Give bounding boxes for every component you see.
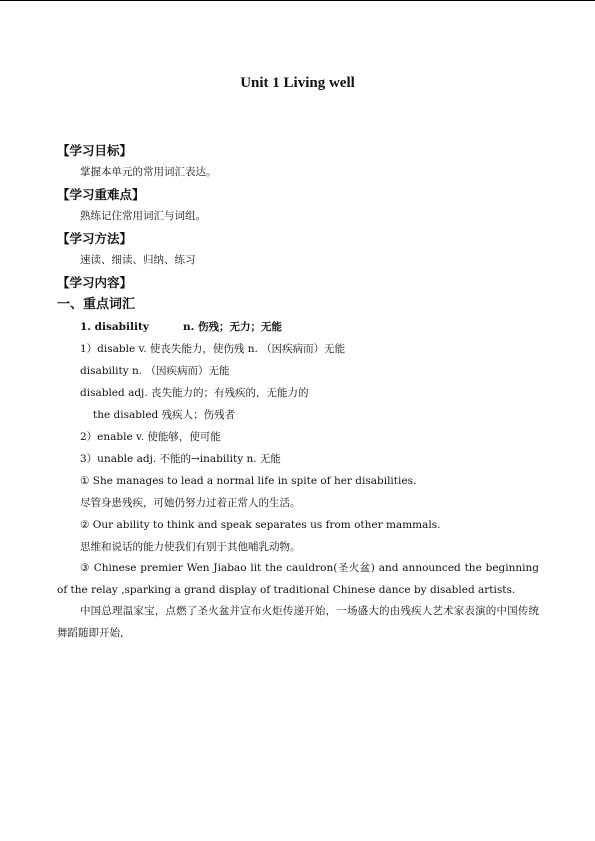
method-text: 速读、细读、归纳、练习 [80, 254, 196, 266]
content-heading: 【学习内容】 [57, 275, 133, 290]
key-points-text: 熟练记住常用词汇与词组。 [80, 210, 206, 222]
vocab-line-5: 2）enable v. 使能够，使可能 [80, 431, 221, 443]
section-heading: 一、重点词汇 [57, 297, 136, 312]
example-2-zh: 思维和说话的能力使我们有别于其他哺乳动物。 [80, 541, 301, 553]
page-title: Unit 1 Living well [240, 75, 355, 91]
example-2-en: ② Our ability to think and speak separates us from other mammals. [80, 519, 441, 531]
vocab-line-4: the disabled 残疾人；伤残者 [93, 409, 236, 421]
example-3-en: ③ Chinese premier Wen Jiabao lit the cauldron(圣火盆) and announced the beginning of the relay ,sparking a grand display of traditional Chinese dance by disabled artists. [57, 562, 539, 596]
key-points-heading: 【学习重难点】 [57, 187, 145, 202]
vocab-line-2: disability n. （因疾病而）无能 [80, 365, 230, 377]
vocab-line-1: 1）disable v. 使丧失能力，使伤残 n. （因疾病而）无能 [80, 343, 346, 355]
vocab-word-meaning: n. 伤残；无力；无能 [183, 321, 282, 333]
goal-heading: 【学习目标】 [57, 143, 133, 158]
goal-text: 掌握本单元的常用词汇表达。 [80, 166, 217, 178]
method-heading: 【学习方法】 [57, 231, 133, 246]
example-3-zh: 中国总理温家宝，点燃了圣火盆并宣布火炬传递开始，一场盛大的由残疾人艺术家表演的中国传统舞蹈随即开始， [57, 605, 539, 639]
vocab-word: 1. disability [80, 321, 149, 333]
example-1-zh: 尽管身患残疾，可她仍努力过着正常人的生活。 [80, 497, 301, 509]
example-1-en: ① She manages to lead a normal life in spite of her disabilities. [80, 475, 417, 487]
vocab-line-6: 3）unable adj. 不能的→inability n. 无能 [80, 453, 281, 465]
top-rule [0, 0, 595, 1]
vocab-line-3: disabled adj. 丧失能力的；有残疾的，无能力的 [80, 387, 309, 399]
